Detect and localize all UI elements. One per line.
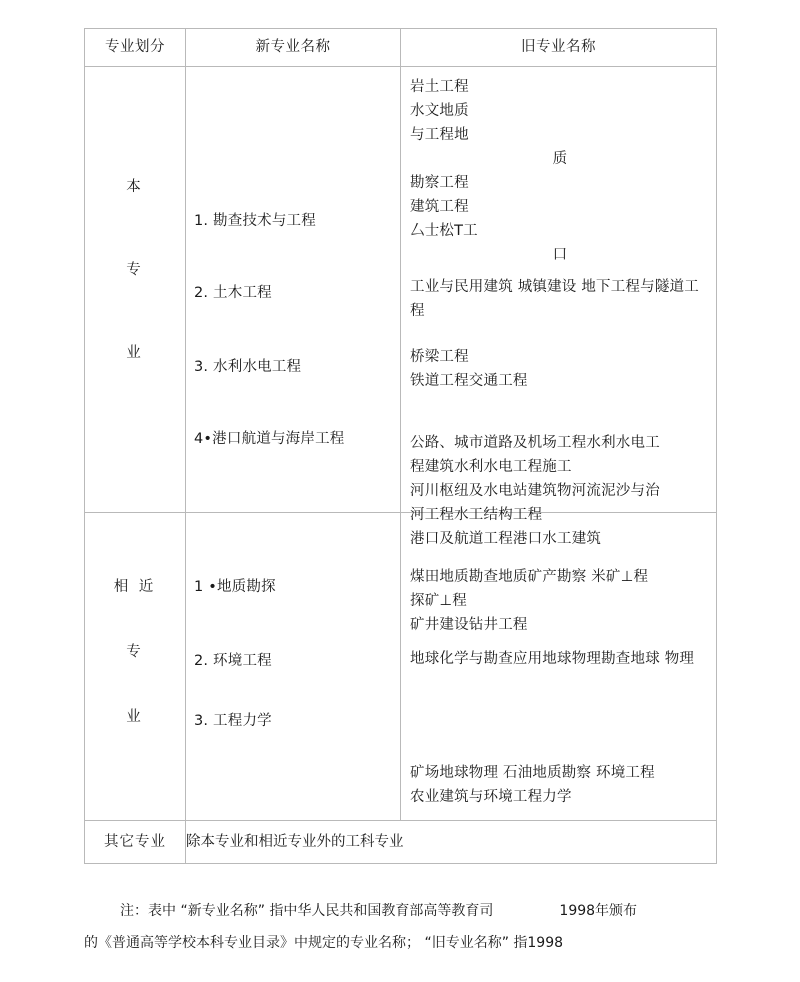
division-cell-related-major (85, 513, 186, 821)
footnote (84, 895, 724, 959)
new-major-list-main (186, 67, 401, 513)
old-major-line: 与工程地 (410, 127, 469, 143)
old-major-line: 公路、城市道路及机场工程水利水电工 (410, 435, 660, 451)
old-major-line: 工业与民用建筑 城镇建设 地下工程与隧道工程 (410, 279, 699, 319)
old-major-line: 探矿⊥程 (410, 593, 467, 609)
division-char: 业 (126, 709, 144, 725)
old-major-line: 口 (552, 247, 568, 263)
old-major-group (410, 565, 710, 637)
footnote-line-1-suffix: 1998年颁布 (559, 903, 638, 919)
division-char: 本 (126, 179, 144, 195)
major-comparison-table (84, 28, 717, 864)
old-major-line: 铁道工程交通工程 (410, 373, 528, 389)
division-cell-main-major (85, 67, 186, 513)
old-major-line: 农业建筑与环境工程力学 (410, 789, 572, 805)
old-major-list-main (401, 67, 717, 547)
footnote-line-2: 的《普通高等学校本科专业目录》中规定的专业名称； “旧专业名称” 指1998 (84, 935, 564, 951)
old-major-line: 矿场地球物理 石油地质勘察 环境工程 (410, 765, 655, 781)
division-char: 相 近 (113, 579, 157, 595)
footnote-line-1-prefix: 注：表中 “新专业名称” 指中华人民共和国教育部高等教育司 (120, 903, 494, 919)
old-major-list-related (401, 513, 717, 821)
old-major-line: 河工程水工结构工程 (410, 507, 543, 523)
header-new-major-name: 新专业名称 (186, 29, 401, 67)
division-char: 业 (126, 345, 144, 361)
old-major-line: 矿井建设钻井工程 (410, 617, 528, 633)
old-major-line: 程建筑水利水电工程施工 (410, 459, 572, 475)
old-major-line: 港口及航道工程港口水工建筑 (410, 531, 602, 547)
table-row (85, 821, 717, 864)
header-old-major-name: 旧专业名称 (401, 29, 717, 67)
new-major-list-related (186, 513, 401, 821)
old-major-line: 建筑工程 (410, 199, 469, 215)
old-major-line: 水文地质 (410, 103, 469, 119)
old-major-line: 勘察工程 (410, 175, 469, 191)
old-major-line: 桥梁工程 (410, 349, 469, 365)
new-major-item: 3. 水利水电工程 (194, 359, 302, 375)
division-cell-other-major: 其它专业 (85, 821, 186, 864)
new-major-item: 2. 土木工程 (194, 285, 272, 301)
old-major-line: 河川枢纽及水电站建筑物河流泥沙与治 (410, 483, 660, 499)
old-major-line: 煤田地质勘查地质矿产勘察 米矿⊥程 (410, 569, 649, 585)
old-major-group (410, 761, 710, 809)
old-major-group (410, 647, 710, 671)
other-major-description: 除本专业和相近专业外的工科专业 (186, 821, 717, 864)
new-major-item: 4•港口航道与海岸工程 (194, 431, 345, 447)
new-major-item: 1. 勘查技术与工程 (194, 213, 316, 229)
old-major-group (410, 345, 710, 393)
old-major-line: 质 (552, 151, 568, 167)
header-division: 专业划分 (85, 29, 186, 67)
old-major-line: 地球化学与勘查应用地球物理勘查地球 物理 (410, 651, 695, 667)
old-major-line: 岩土工程 (410, 79, 469, 95)
old-major-line: 厶士松T工 (410, 223, 478, 239)
table-header-row (85, 29, 717, 67)
new-major-item: 2. 环境工程 (194, 653, 272, 669)
new-major-item: 1 •地质勘探 (194, 579, 276, 595)
table-row (85, 67, 717, 513)
division-char: 专 (126, 262, 144, 278)
new-major-item: 3. 工程力学 (194, 713, 272, 729)
footnote-line-1 (84, 895, 724, 927)
table-row (85, 513, 717, 821)
old-major-group (410, 75, 710, 267)
old-major-group (410, 275, 710, 323)
division-char: 专 (126, 644, 144, 660)
